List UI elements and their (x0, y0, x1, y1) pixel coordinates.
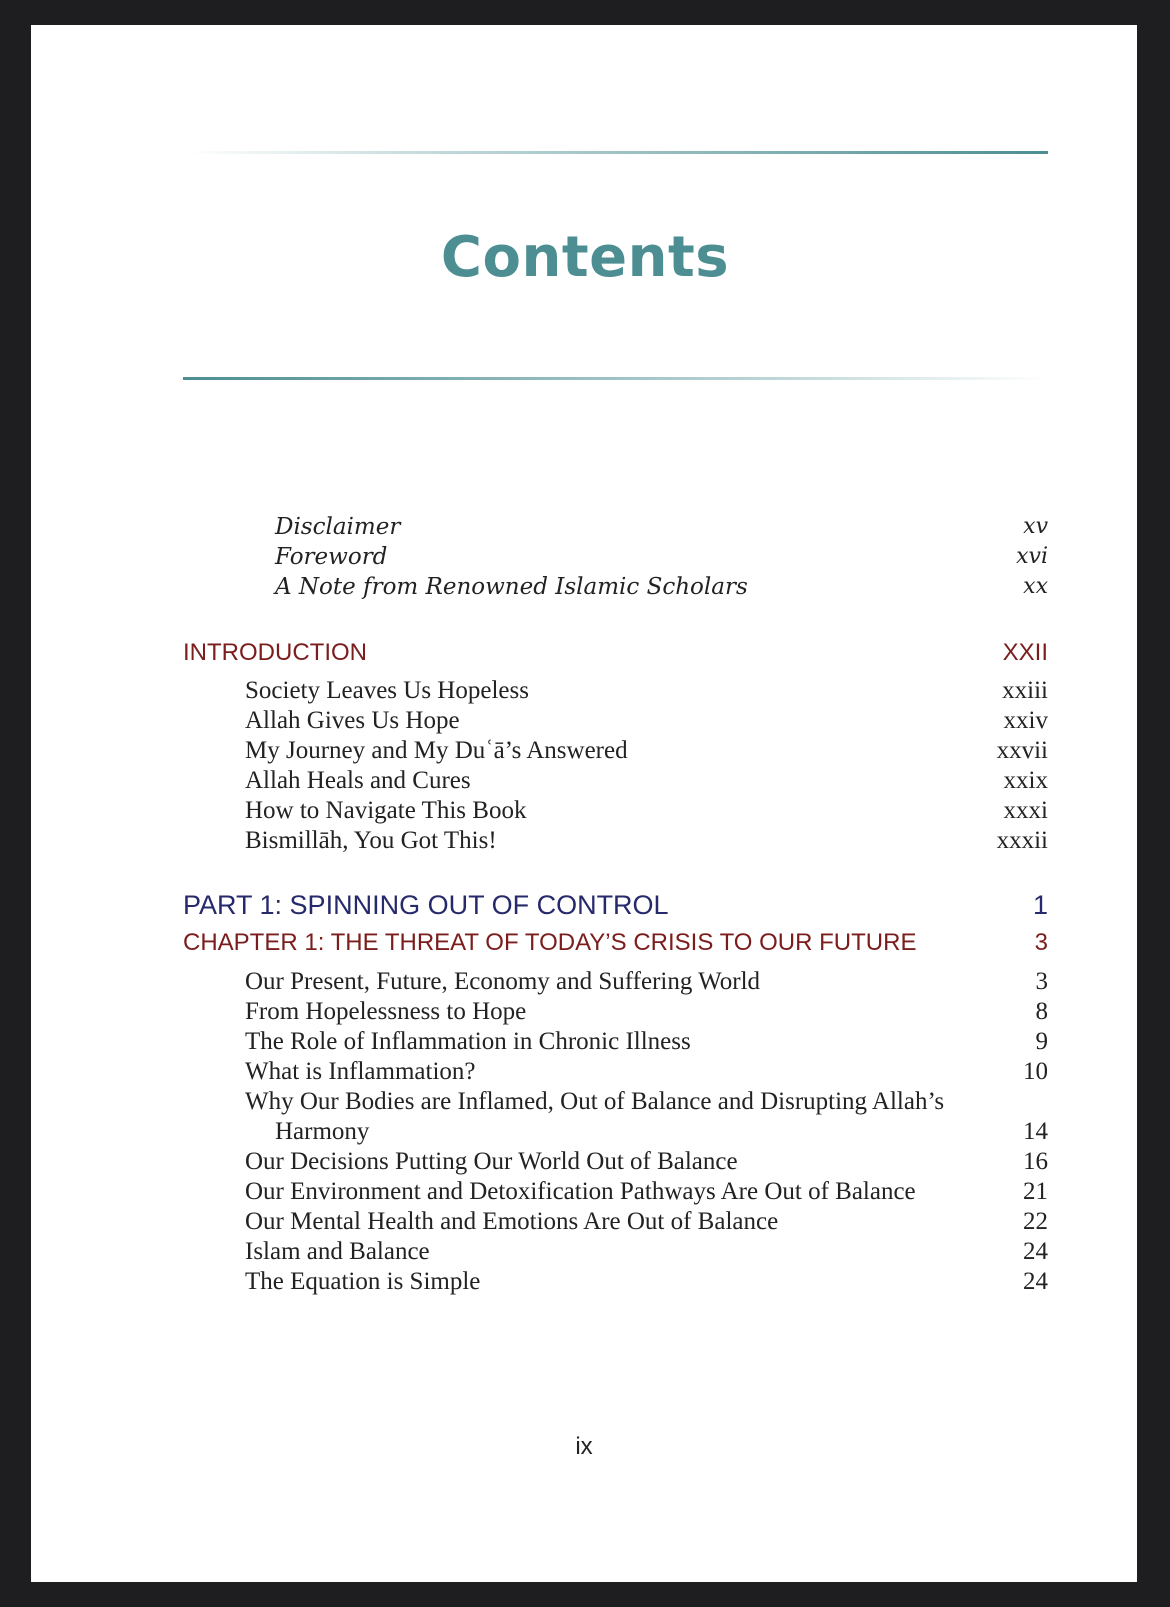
toc-chapter-1[interactable] (31, 929, 1137, 959)
toc-entry[interactable] (31, 998, 1137, 1028)
toc-entry-foreword[interactable] (31, 544, 1137, 574)
toc-entry[interactable] (31, 1178, 1137, 1208)
toc-entry-title: How to Navigate This Book (245, 797, 527, 824)
toc-entry[interactable] (31, 1208, 1137, 1238)
page-title: Contents (440, 225, 730, 290)
toc-entry[interactable] (31, 1148, 1137, 1178)
toc-entry-title: Allah Heals and Cures (245, 767, 471, 794)
toc-entry-title: A Note from Renowned Islamic Scholars (275, 574, 748, 600)
toc-entry-page: 16 (1023, 1148, 1048, 1175)
toc-entry[interactable] (31, 677, 1137, 707)
table-of-contents (31, 25, 1137, 1582)
toc-entry-page: 9 (1035, 1028, 1048, 1055)
toc-entry-page: xxix (1003, 767, 1048, 794)
toc-entry[interactable] (31, 1268, 1137, 1298)
part-page: 1 (1032, 890, 1048, 920)
toc-entry-title: Our Decisions Putting Our World Out of Balance (245, 1148, 738, 1175)
toc-part-1[interactable] (31, 890, 1137, 920)
toc-entry-page: 8 (1035, 998, 1048, 1025)
toc-entry-page: 3 (1035, 968, 1048, 995)
toc-entry-page: xxiv (1003, 707, 1048, 734)
toc-entry-note-from-scholars[interactable] (31, 574, 1137, 604)
toc-entry[interactable] (31, 707, 1137, 737)
toc-entry-page: 10 (1023, 1058, 1048, 1085)
chapter-page: 3 (1034, 929, 1048, 956)
chapter-title: CHAPTER 1: THE THREAT OF TODAY’S CRISIS TO OUR FUTURE (183, 929, 917, 956)
toc-entry[interactable] (31, 737, 1137, 767)
toc-entry[interactable] (31, 1238, 1137, 1268)
toc-entry-page: xx (1023, 574, 1048, 599)
toc-entry-title: Why Our Bodies are Inflamed, Out of Balance and Disrupting Allah’s (245, 1088, 945, 1115)
page-number: ix (575, 1433, 593, 1460)
toc-entry-title: Bismillāh, You Got This! (245, 827, 497, 854)
toc-entry-title: Islam and Balance (245, 1238, 430, 1265)
toc-entry-page: xxvii (996, 737, 1048, 764)
toc-entry[interactable] (31, 827, 1137, 857)
toc-entry-title: Our Mental Health and Emotions Are Out of Balance (245, 1208, 779, 1235)
part-title: PART 1: SPINNING OUT OF CONTROL (183, 890, 669, 920)
toc-entry-title: From Hopelessness to Hope (245, 998, 527, 1025)
toc-entry[interactable] (31, 1088, 1137, 1118)
toc-entry[interactable] (31, 797, 1137, 827)
toc-entry-title: Society Leaves Us Hopeless (245, 677, 529, 704)
toc-entry-title: The Equation is Simple (245, 1268, 481, 1295)
toc-entry-page: xv (1023, 514, 1048, 539)
toc-entry-title: Foreword (275, 544, 388, 570)
toc-entry-title: Our Environment and Detoxification Pathways Are Out of Balance (245, 1178, 916, 1205)
section-page: XXII (1002, 639, 1048, 666)
toc-entry-page: 24 (1023, 1268, 1048, 1295)
toc-entry-title: What is Inflammation? (245, 1058, 476, 1085)
toc-entry-title: My Journey and My Duʿā’s Answered (245, 737, 628, 764)
toc-entry-page: xvi (1016, 544, 1048, 569)
toc-entry-page: 24 (1023, 1238, 1048, 1265)
toc-entry-page: xxiii (1002, 677, 1048, 704)
toc-entry-title-continuation: Harmony (275, 1118, 370, 1145)
toc-entry-page: 21 (1023, 1178, 1048, 1205)
toc-entry-title: Allah Gives Us Hope (245, 707, 460, 734)
toc-entry[interactable] (31, 968, 1137, 998)
toc-entry-title: Disclaimer (275, 514, 401, 540)
section-title: INTRODUCTION (183, 639, 367, 666)
toc-entry-continuation[interactable] (31, 1118, 1137, 1148)
toc-entry-title: Our Present, Future, Economy and Suffering World (245, 968, 761, 995)
book-page (31, 25, 1137, 1582)
toc-section-introduction[interactable] (31, 639, 1137, 669)
toc-entry-page: xxxi (1003, 797, 1048, 824)
toc-entry-page: 14 (1023, 1118, 1048, 1145)
toc-entry[interactable] (31, 767, 1137, 797)
toc-entry-title: The Role of Inflammation in Chronic Illness (245, 1028, 691, 1055)
toc-entry-disclaimer[interactable] (31, 514, 1137, 544)
toc-entry[interactable] (31, 1028, 1137, 1058)
toc-entry[interactable] (31, 1058, 1137, 1088)
toc-entry-page: xxxii (996, 827, 1048, 854)
toc-entry-page: 22 (1023, 1208, 1048, 1235)
